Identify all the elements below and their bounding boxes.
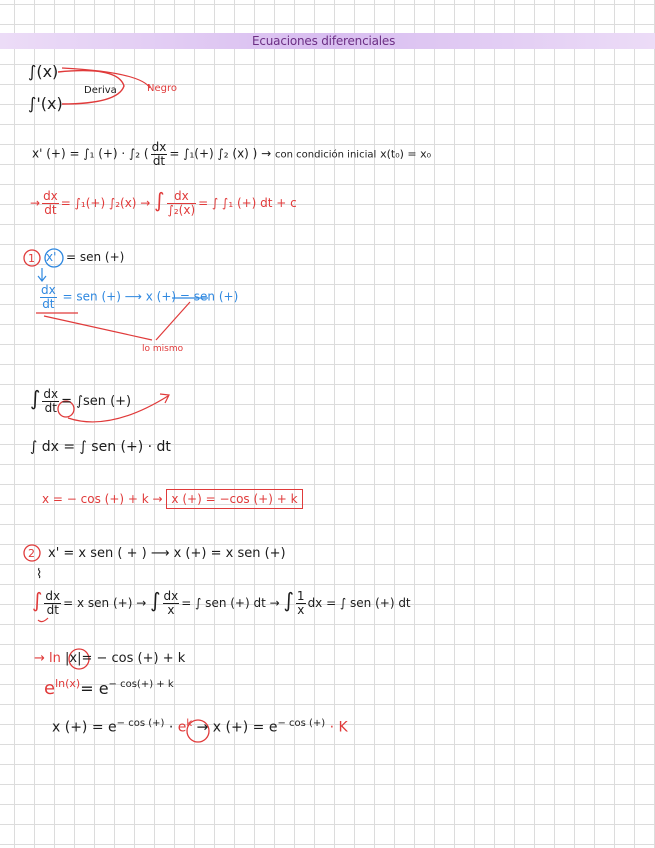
fraction-numerator: dx [163, 589, 179, 604]
final-k: · K [329, 719, 348, 736]
lo-mismo-note: lo mismo [142, 344, 184, 354]
fraction-denominator: dt [44, 203, 57, 217]
example2-final-line [52, 719, 348, 735]
deriva-note: Deriva [84, 85, 117, 96]
fraction-denominator: x [167, 603, 175, 617]
negro-note: Negro [147, 83, 177, 94]
final-superscript: − cos (+) [116, 718, 165, 729]
example2-ln-line [34, 652, 185, 665]
fraction-denominator: dt [152, 153, 166, 168]
exp-mid: = e [80, 679, 109, 698]
example2-part2: = ∫ sen (+) dt → [181, 596, 280, 610]
initial-condition: x(t₀) = x₀ [380, 147, 432, 161]
example1-result [42, 493, 303, 505]
example1-int-rhs: = ∫sen (+) [61, 394, 132, 409]
dx-f2-fraction [167, 190, 197, 216]
abs-x: |x| [65, 651, 82, 666]
fraction-denominator: dt [44, 401, 57, 415]
fraction-numerator: dx [151, 140, 167, 154]
ek-base: e [177, 719, 187, 736]
example2-exp-line [44, 678, 174, 698]
dx-dt-fraction-2 [42, 190, 59, 216]
integral-sign: ∫ [150, 588, 161, 612]
fraction-denominator: ∫₂(x) [167, 203, 196, 217]
definition-equation [32, 141, 431, 167]
fraction-numerator: dx [41, 283, 56, 297]
lo-mismo-line-left [44, 316, 152, 340]
example1-line2 [38, 284, 238, 310]
example1-rhs: = sen (+) [66, 250, 125, 264]
example1-xt: x (+) [145, 289, 177, 304]
dx-dt-fraction [151, 141, 168, 167]
example1-boxed-result: x (+) = −cos (+) + k [166, 489, 302, 509]
fraction-denominator: dt [46, 603, 59, 617]
example2-hook: ⌇ [36, 567, 43, 582]
example1-end: = sen (+) [179, 289, 239, 304]
example2-line1: x' = x sen ( + ) ⟶ x (+) = x sen (+) [48, 546, 286, 561]
definition-lhs: x' (+) = ∫₁ (+) · ∫₂ ( [32, 146, 149, 161]
initial-condition-text: con condición inicial [275, 149, 377, 161]
example2-part1: = x sen (+) → [63, 596, 147, 610]
final-mid: → x (+) = e [196, 719, 278, 736]
example-number-1: 1 [28, 252, 35, 265]
fraction-numerator: 1 [296, 589, 305, 604]
one-over-x-fraction [296, 590, 306, 616]
example2-part3: dx = ∫ sen (+) dt [307, 596, 411, 610]
dx-dt-fraction-5 [44, 590, 61, 616]
dx-dt-fraction-4 [42, 388, 59, 414]
f-label: ∫(x) [28, 62, 59, 81]
ek-superscript: k [186, 718, 193, 729]
separation-eq2: = ∫ ∫₁ (+) dt + c [198, 196, 297, 210]
example1-result-text: x = − cos (+) + k → [42, 492, 163, 506]
example1-integral-line2: ∫ dx = ∫ sen (+) · dt [30, 439, 171, 455]
fraction-numerator: dx [45, 589, 61, 604]
ln-rhs: = − cos (+) + k [81, 651, 186, 666]
definition-rhs: = ∫₁(+) ∫₂ (x) ) → [169, 146, 272, 161]
example1-mid: = sen (+) ⟶ [62, 289, 142, 304]
fraction-numerator: dx [167, 190, 197, 204]
f-prime-label: ∫'(x) [28, 94, 63, 113]
down-arrow-head [38, 276, 46, 281]
integral-sign: ∫ [30, 386, 41, 410]
page-title: Ecuaciones diferenciales [252, 34, 396, 48]
dx-dt-fraction-3 [40, 284, 57, 310]
fraction-numerator: dx [43, 387, 59, 402]
fraction-numerator: dx [43, 189, 58, 204]
example2-line2 [32, 590, 411, 617]
final-lhs: x (+) = e [52, 719, 117, 736]
example1-integral [30, 388, 131, 415]
integral-sign: ∫ [283, 588, 294, 612]
exp-superscript: ln(x) [55, 677, 81, 690]
ln-prefix: → ln [34, 651, 61, 666]
integral-sign: ∫ [32, 588, 43, 612]
example-number-2: 2 [28, 547, 35, 560]
exp-superscript-2: − cos(+) + k [108, 679, 174, 690]
final-superscript-2: − cos (+) [277, 718, 326, 729]
separation-eq1: = ∫₁(+) ∫₂(x) → [60, 196, 151, 210]
dt-arc-head [160, 394, 169, 403]
separation-arrow: → [30, 196, 41, 210]
fraction-denominator: x [297, 603, 305, 617]
x-prime-symbol: x' [46, 250, 57, 264]
integral-sign: ∫ [154, 188, 165, 212]
dx-x-fraction [163, 590, 180, 616]
exp-base: e [44, 678, 56, 699]
fraction-denominator: dt [42, 296, 55, 311]
separation-equation [30, 190, 297, 217]
final-dot: · [168, 719, 174, 736]
red-int-accent [38, 618, 48, 622]
